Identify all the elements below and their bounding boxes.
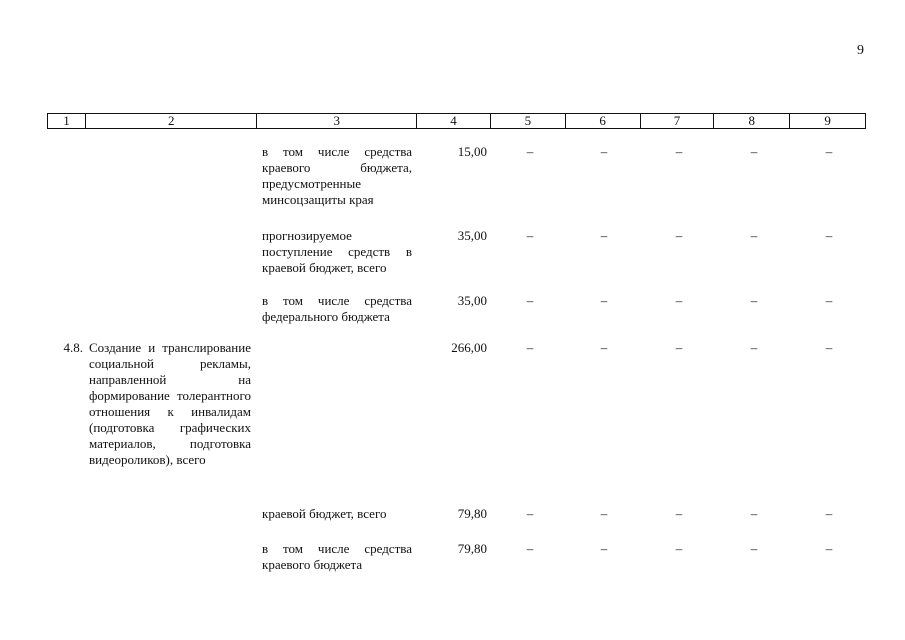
row-name: Создание и транслирование социальной рекламы, направленной на формирование толерантного отношения к инвалидам (подготовка графических материалов, подготовка видеороликов), всего xyxy=(89,340,251,467)
funding-source: в том числе средства краевого бюджета, предусмотренные минсоцзащиты края xyxy=(262,144,412,207)
column-8-value: – xyxy=(750,340,758,355)
column-header-9: 9 xyxy=(824,113,831,128)
column-header-3: 3 xyxy=(257,114,417,128)
column-6-value: – xyxy=(600,144,608,159)
column-9-value: – xyxy=(825,541,833,556)
column-8-value: – xyxy=(750,293,758,308)
table-header xyxy=(47,113,866,129)
amount-value: 35,00 xyxy=(457,228,487,243)
column-9-value: – xyxy=(825,340,833,355)
column-8-value: – xyxy=(750,506,758,521)
column-6-value: – xyxy=(600,506,608,521)
column-9-value: – xyxy=(825,144,833,159)
column-8-value: – xyxy=(750,541,758,556)
column-5-value: – xyxy=(526,506,534,521)
column-6-value: – xyxy=(600,293,608,308)
column-header-2: 2 xyxy=(86,114,258,128)
column-5-value: – xyxy=(526,340,534,355)
column-7-value: – xyxy=(675,340,683,355)
column-header-6: 6 xyxy=(566,114,641,128)
column-7-value: – xyxy=(675,541,683,556)
amount-value: 35,00 xyxy=(457,293,487,308)
amount-value: 15,00 xyxy=(457,144,487,159)
column-8-value: – xyxy=(750,228,758,243)
column-6-value: – xyxy=(600,541,608,556)
funding-source: в том числе средства федерального бюджета xyxy=(262,293,412,324)
column-9-value: – xyxy=(825,293,833,308)
amount-value: 79,80 xyxy=(457,541,487,556)
column-9-value: – xyxy=(825,228,833,243)
column-5-value: – xyxy=(526,144,534,159)
funding-source: в том числе средства краевого бюджета xyxy=(262,541,412,572)
funding-source: краевой бюджет, всего xyxy=(262,506,387,521)
column-7-value: – xyxy=(675,506,683,521)
column-header-5: 5 xyxy=(491,114,566,128)
column-8-value: – xyxy=(750,144,758,159)
column-header-8: 8 xyxy=(714,114,790,128)
column-6-value: – xyxy=(600,340,608,355)
page-number: 9 xyxy=(857,43,864,58)
column-9-value: – xyxy=(825,506,833,521)
funding-source: прогнозируемое поступление средств в краевой бюджет, всего xyxy=(262,228,412,275)
column-5-value: – xyxy=(526,228,534,243)
column-5-value: – xyxy=(526,293,534,308)
amount-value: 266,00 xyxy=(451,340,487,355)
column-header-1: 1 xyxy=(48,114,86,128)
column-7-value: – xyxy=(675,293,683,308)
column-7-value: – xyxy=(675,228,683,243)
column-header-7: 7 xyxy=(641,114,715,128)
row-number: 4.8. xyxy=(63,340,83,355)
column-5-value: – xyxy=(526,541,534,556)
column-header-4: 4 xyxy=(417,114,491,128)
column-6-value: – xyxy=(600,228,608,243)
column-7-value: – xyxy=(675,144,683,159)
amount-value: 79,80 xyxy=(457,506,487,521)
